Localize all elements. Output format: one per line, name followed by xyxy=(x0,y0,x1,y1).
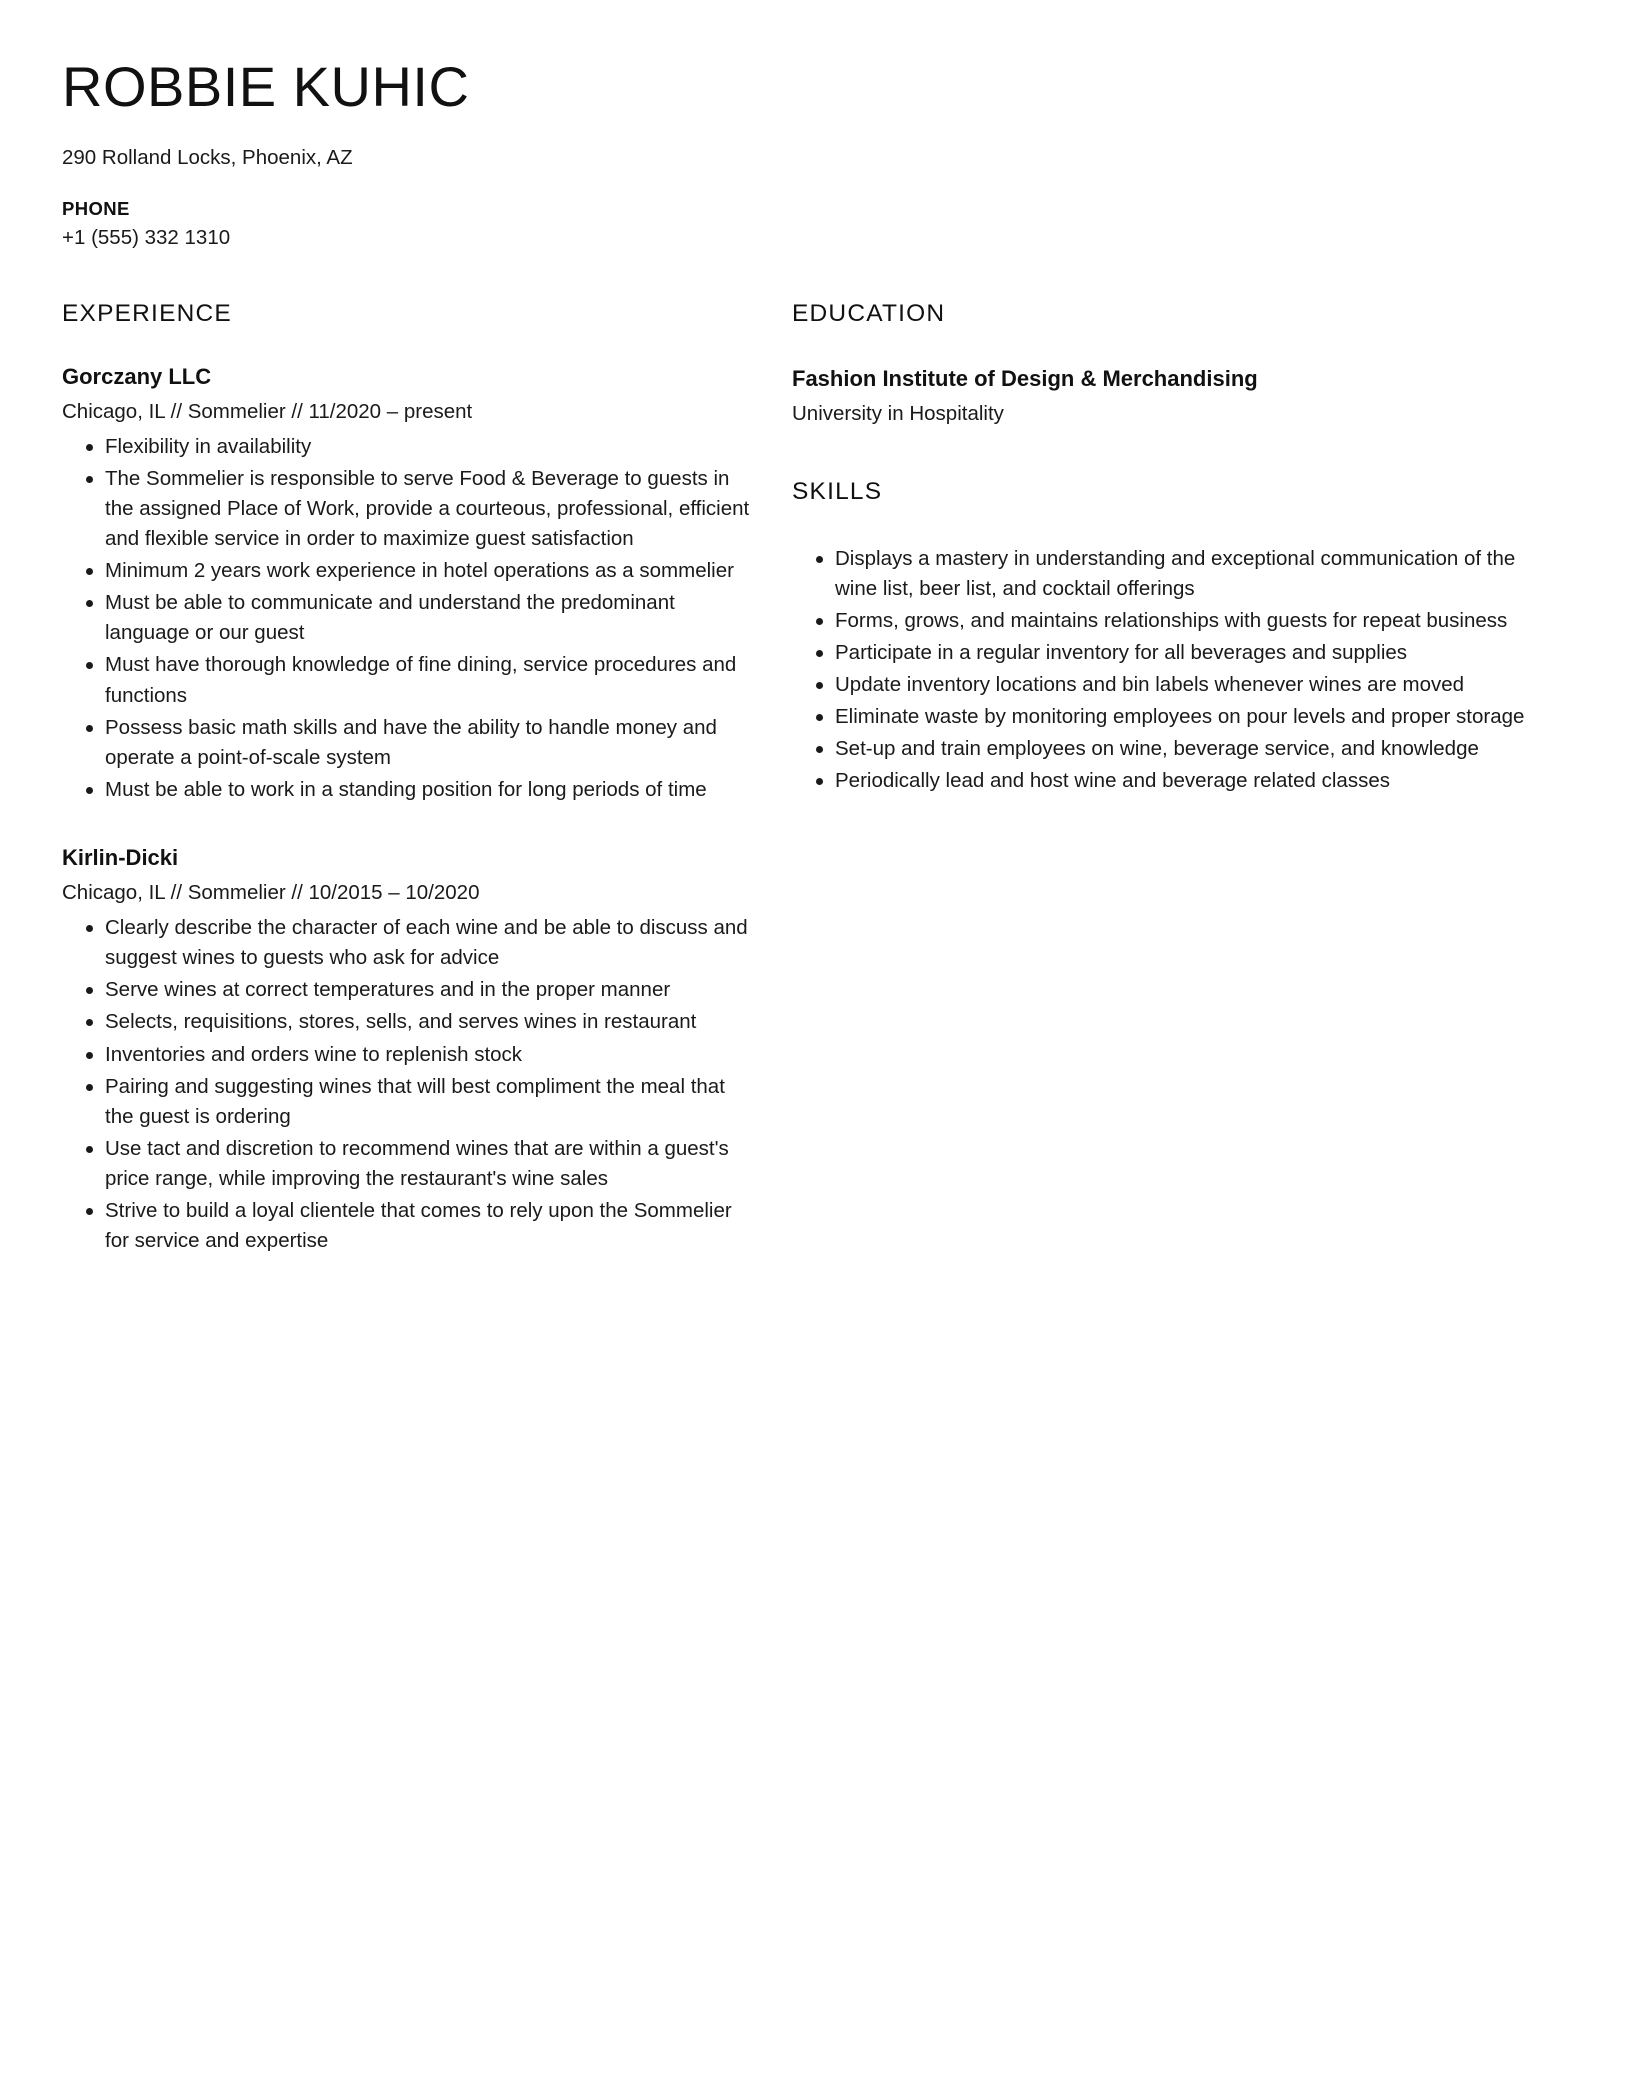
list-item: Possess basic math skills and have the ability to handle money and operate a point-of-scale system xyxy=(62,713,752,773)
experience-section-title: EXPERIENCE xyxy=(62,299,232,327)
list-item: Use tact and discretion to recommend wines that are within a guest's price range, while improving the restaurant's wine sales xyxy=(62,1134,752,1194)
experience-meta: Chicago, IL // Sommelier // 11/2020 – present xyxy=(62,399,473,423)
phone-label: PHONE xyxy=(62,197,130,219)
education-degree: University in Hospitality xyxy=(792,401,1004,425)
resume-columns xyxy=(62,300,1570,1259)
experience-employer: Gorczany LLC xyxy=(62,363,212,389)
list-item: Participate in a regular inventory for all beverages and supplies xyxy=(792,638,1532,668)
skills-section-title: SKILLS xyxy=(792,477,883,505)
list-item: Forms, grows, and maintains relationships with guests for repeat business xyxy=(792,606,1532,636)
phone-value: +1 (555) 332 1310 xyxy=(62,225,231,249)
experience-employer: Kirlin-Dicki xyxy=(62,845,179,871)
list-item: Must have thorough knowledge of fine dining, service procedures and functions xyxy=(62,650,752,710)
list-item: Selects, requisitions, stores, sells, and serves wines in restaurant xyxy=(62,1007,752,1037)
experience-entry xyxy=(62,364,752,806)
list-item: Clearly describe the character of each wine and be able to discuss and suggest wines to guests who ask for advice xyxy=(62,913,752,973)
experience-bullet-list xyxy=(62,913,752,1256)
list-item: Displays a mastery in understanding and exceptional communication of the wine list, beer list, and cocktail offerings xyxy=(792,544,1532,604)
list-item: Pairing and suggesting wines that will best compliment the meal that the guest is ordering xyxy=(62,1072,752,1132)
list-item: Inventories and orders wine to replenish stock xyxy=(62,1040,752,1070)
education-skills-column xyxy=(792,300,1532,1259)
education-entry xyxy=(792,366,1532,426)
list-item: Must be able to work in a standing position for long periods of time xyxy=(62,775,752,805)
list-item: Update inventory locations and bin labels whenever wines are moved xyxy=(792,670,1532,700)
experience-entry xyxy=(62,845,752,1256)
education-section-title: EDUCATION xyxy=(792,299,946,327)
education-school: Fashion Institute of Design & Merchandising xyxy=(792,365,1258,391)
list-item: Eliminate waste by monitoring employees on pour levels and proper storage xyxy=(792,702,1532,732)
list-item: Serve wines at correct temperatures and in the proper manner xyxy=(62,975,752,1005)
list-item: Minimum 2 years work experience in hotel operations as a sommelier xyxy=(62,556,752,586)
list-item: Periodically lead and host wine and beverage related classes xyxy=(792,766,1532,796)
candidate-name: ROBBIE KUHIC xyxy=(62,55,470,118)
experience-bullet-list xyxy=(62,432,752,806)
experience-meta: Chicago, IL // Sommelier // 10/2015 – 10/2020 xyxy=(62,881,480,905)
list-item: Must be able to communicate and understand the predominant language or our guest xyxy=(62,588,752,648)
candidate-address: 290 Rolland Locks, Phoenix, AZ xyxy=(62,145,353,169)
list-item: Set-up and train employees on wine, beverage service, and knowledge xyxy=(792,734,1532,764)
list-item: Flexibility in availability xyxy=(62,432,752,462)
list-item: The Sommelier is responsible to serve Food & Beverage to guests in the assigned Place of Work, provide a courteous, professional, efficient and flexible service in order to maximize guest satisfaction xyxy=(62,464,752,554)
experience-column xyxy=(62,300,792,1259)
skills-bullet-list xyxy=(792,544,1532,797)
list-item: Strive to build a loyal clientele that comes to rely upon the Sommelier for service and expertise xyxy=(62,1196,752,1256)
